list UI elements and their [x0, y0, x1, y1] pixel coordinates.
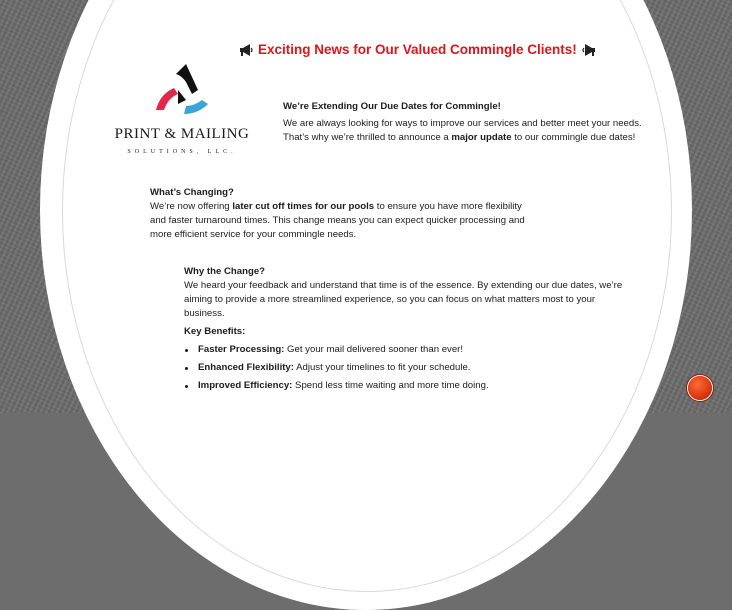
benefit-label: Faster Processing:: [198, 344, 285, 355]
logo-mark-icon: [148, 60, 218, 120]
headline: [238, 42, 598, 57]
changing-body-bold: later cut off times for our pools: [232, 201, 375, 212]
slide-nav-button[interactable]: [688, 376, 712, 400]
intro-title: We’re Extending Our Due Dates for Commingle!: [283, 101, 501, 112]
why-body: We heard your feedback and understand that time is of the essence. By extending our due dates, we’re aiming to provide a more streamlined experience, so you can focus on what matters most to your business.: [184, 280, 623, 319]
logo-name: PRINT & MAILING: [114, 126, 250, 142]
intro-section: [283, 100, 643, 145]
benefit-label: Improved Efficiency:: [198, 380, 293, 391]
benefits-list: [184, 343, 624, 393]
changing-title: What’s Changing?: [150, 187, 234, 198]
megaphone-icon: [238, 43, 254, 57]
megaphone-icon: [581, 43, 597, 57]
changing-body-end: to ensure you have more flexibility and faster turnaround times. This change means you can expect quicker processing and more efficient service for your commingle needs.: [150, 201, 525, 240]
list-item: [184, 361, 624, 375]
list-item: [184, 343, 624, 357]
benefit-label: Enhanced Flexibility:: [198, 362, 294, 373]
intro-body-text: We are always looking for ways to improve our services and better meet your needs. That’s why we’re thrilled to announce a: [283, 118, 642, 143]
intro-body: [283, 117, 643, 145]
intro-body-end: to our commingle due dates!: [511, 132, 636, 143]
headline-text: Exciting News for Our Valued Commingle Clients!: [258, 42, 577, 57]
logo-subtitle: SOLUTIONS, LLC.: [127, 149, 237, 155]
company-logo: [112, 60, 252, 170]
changing-section: [150, 186, 540, 242]
why-section: [184, 265, 624, 397]
benefit-text: Spend less time waiting and more time doing.: [292, 380, 489, 391]
list-item: [184, 379, 624, 393]
key-benefits-label: Key Benefits:: [184, 326, 246, 337]
why-title: Why the Change?: [184, 266, 266, 277]
changing-body-text: We’re now offering: [150, 201, 233, 212]
changing-body: [150, 200, 540, 242]
benefit-text: Get your mail delivered sooner than ever!: [284, 344, 464, 355]
intro-body-bold: major update: [451, 132, 512, 143]
benefit-text: Adjust your timelines to fit your schedule.: [293, 362, 471, 373]
